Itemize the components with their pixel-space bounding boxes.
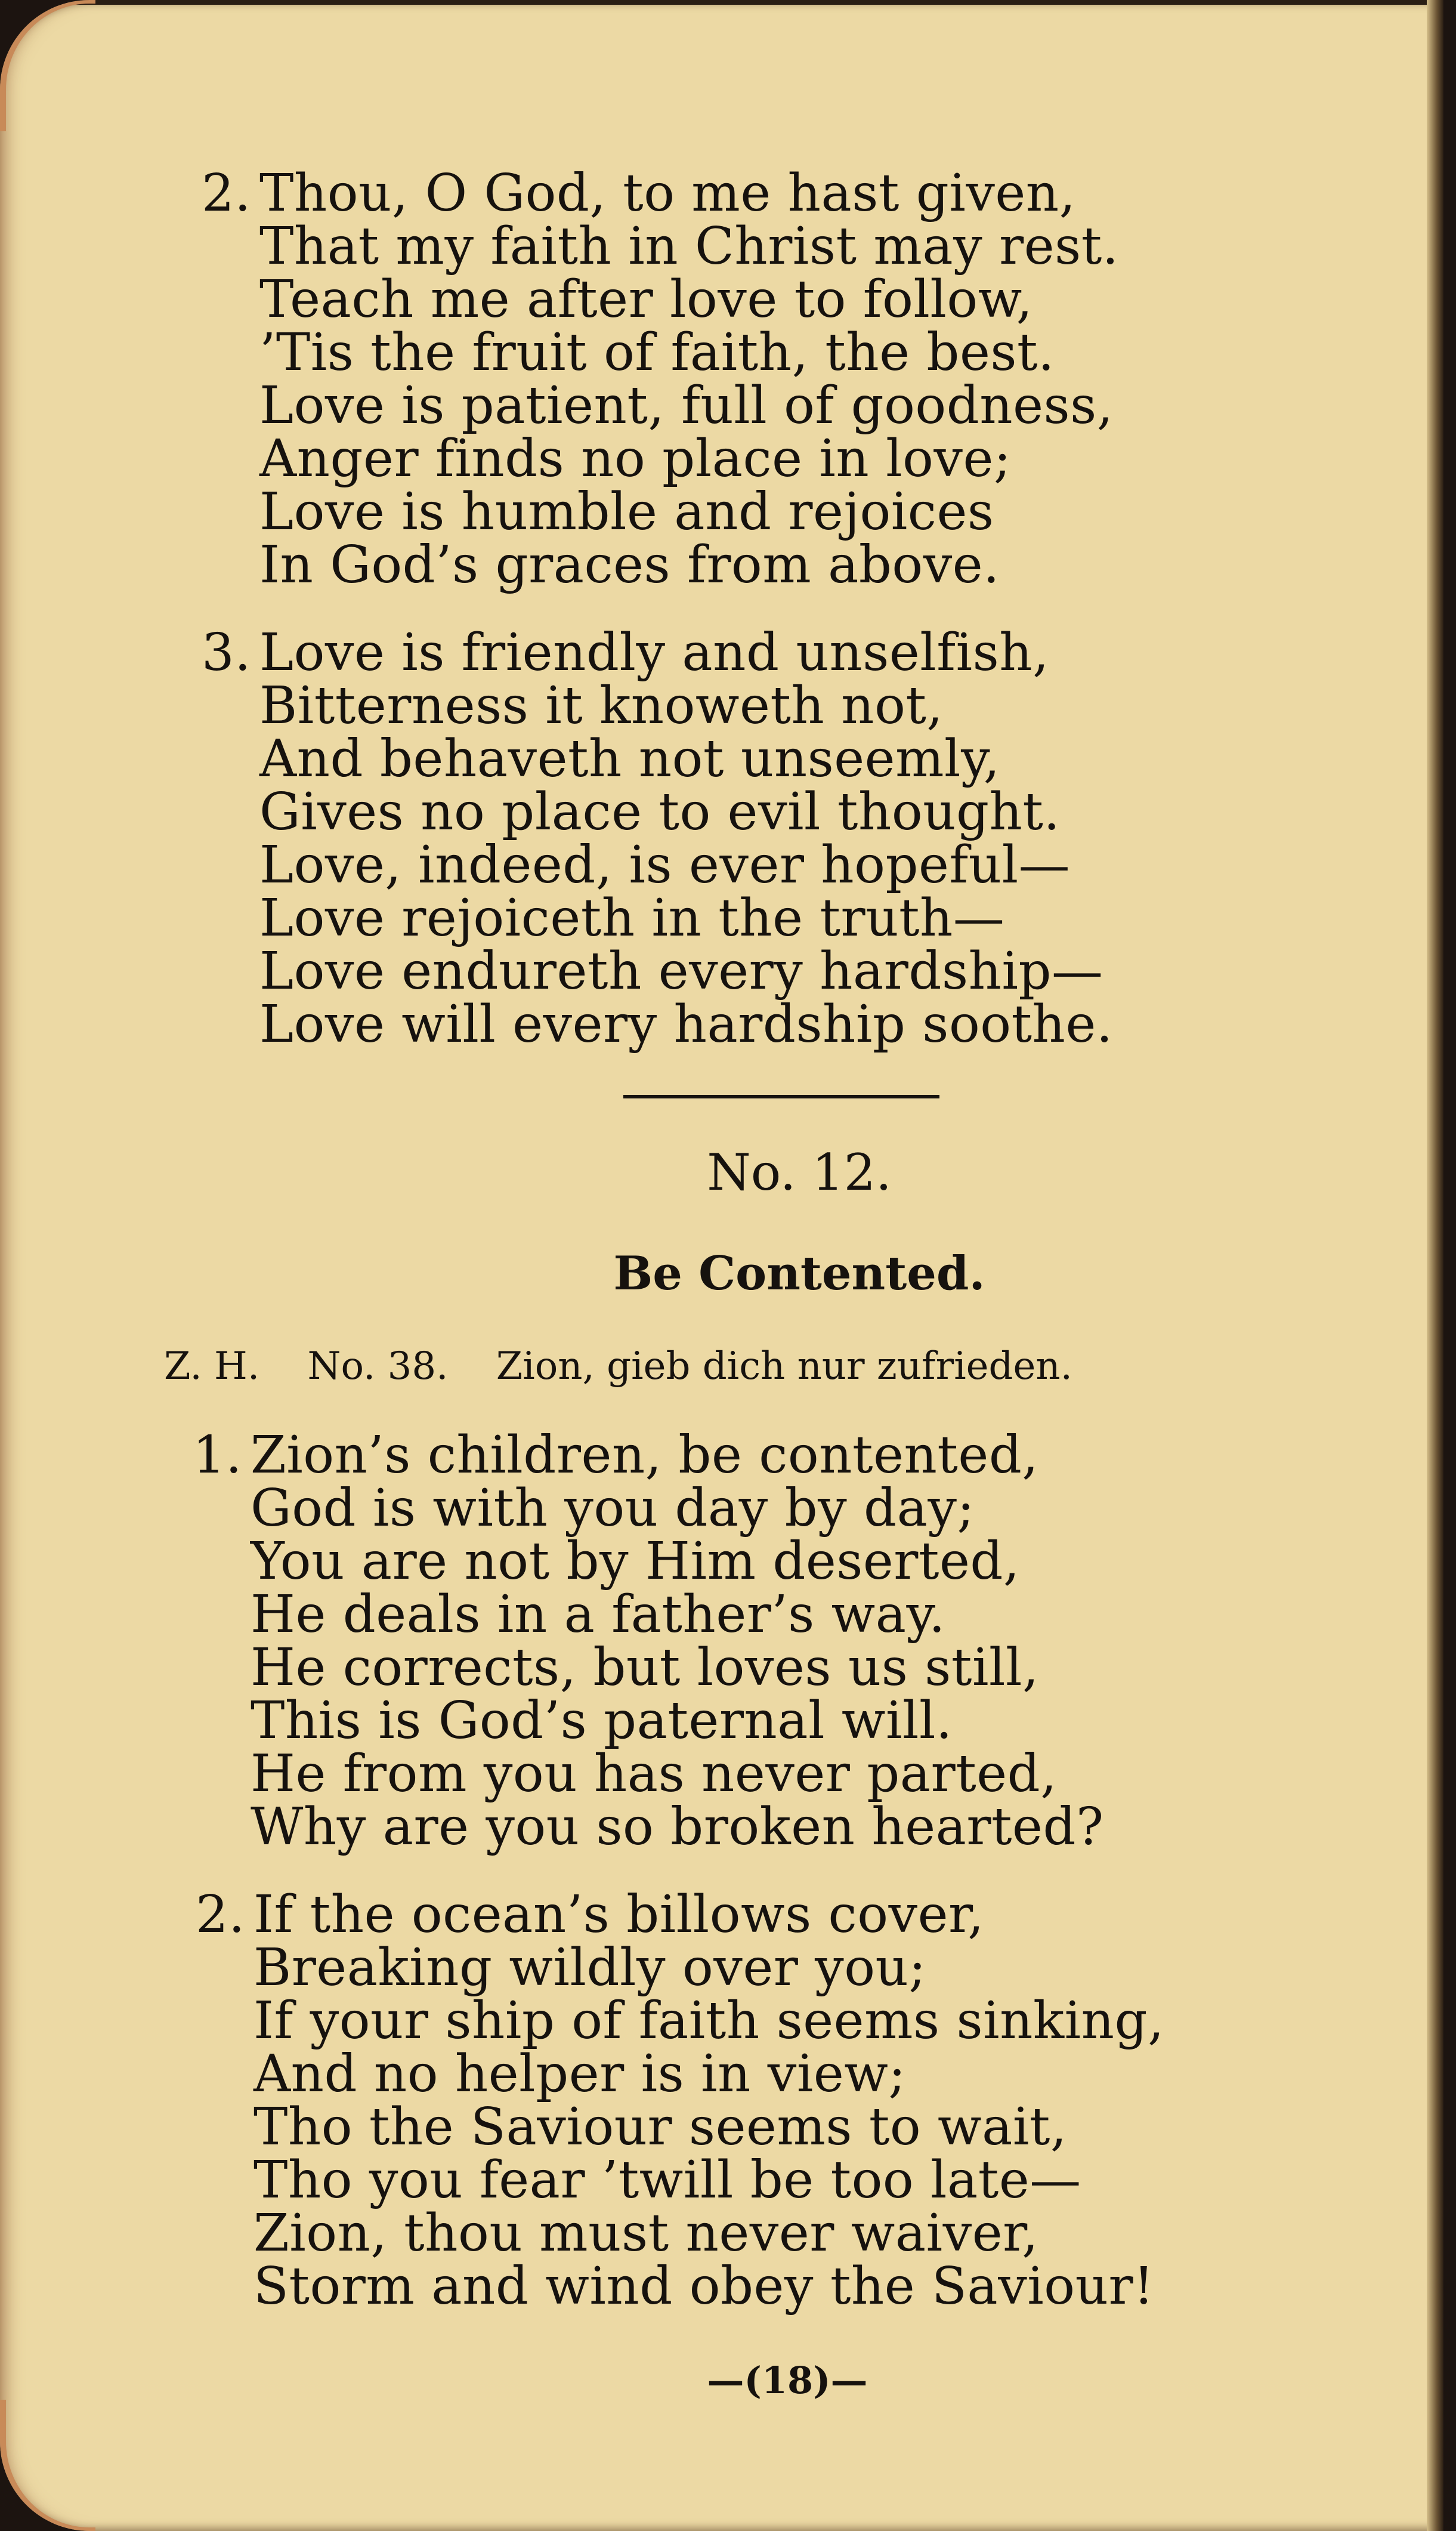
verse-number: 2. (195, 1885, 245, 1944)
reference-german-title: Zion, gieb dich nur zufrieden. (496, 1344, 1072, 1388)
verse-line: This is God’s paternal will. (251, 1691, 953, 1751)
verse-line: Love is patient, full of goodness, (259, 376, 1114, 436)
verse-line: Breaking wildly over you; (254, 1938, 926, 1998)
verse-line: Love endureth every hardship— (259, 942, 1103, 1001)
verse-line: Love will every hardship soothe. (259, 995, 1113, 1054)
verse-number: 1. (192, 1425, 242, 1485)
verse-line: Love is humble and rejoices (259, 482, 994, 542)
verse-line: Zion’s children, be contented, (251, 1425, 1039, 1485)
verse-line: In God’s graces from above. (259, 535, 1000, 595)
verse-2-previous-hymn (201, 163, 1119, 595)
verse-3-previous-hymn (201, 623, 1113, 1054)
verse-line: He deals in a father’s way. (251, 1585, 946, 1644)
verse-line: If your ship of faith seems sinking, (254, 1991, 1164, 2051)
verse-line: Thou, O God, to me hast given, (259, 163, 1076, 223)
verse-number: 3. (201, 623, 251, 683)
verse-line: Storm and wind obey the Saviour! (254, 2257, 1155, 2316)
verse-line: Bitterness it knoweth not, (259, 676, 944, 736)
verse-line: Gives no place to evil thought. (259, 782, 1061, 842)
verse-line: Love, indeed, is ever hopeful— (259, 835, 1071, 895)
verse-line: ’Tis the fruit of faith, the best. (259, 323, 1055, 382)
page-corner-top-left (0, 0, 95, 131)
verse-line: That my faith in Christ may rest. (259, 217, 1119, 276)
verse-line: Teach me after love to follow, (259, 270, 1033, 329)
verse-line: Tho the Saviour seems to wait, (254, 2097, 1067, 2157)
verse-line: Love rejoiceth in the truth— (259, 888, 1005, 948)
reference-number: No. 38. (307, 1344, 449, 1388)
verse-line: Why are you so broken hearted? (251, 1797, 1104, 1857)
hymn-title: Be Contented. (613, 1246, 985, 1301)
verse-line: Anger finds no place in love; (259, 429, 1012, 489)
hymn-reference (164, 1342, 1072, 1390)
verse-line: And behaveth not unseemly, (259, 729, 1000, 789)
page-corner-bottom-left (0, 2400, 95, 2531)
hymn-verse-1 (192, 1425, 1104, 1857)
page-edge-top (72, 0, 1443, 5)
verse-line: Love is friendly and unselfish, (259, 623, 1049, 683)
hymn-number: No. 12. (707, 1143, 892, 1202)
page-number: —(18)— (707, 2359, 868, 2402)
section-divider (623, 1095, 939, 1098)
verse-line: Zion, thou must never waiver, (254, 2203, 1039, 2263)
reference-book: Z. H. (164, 1344, 260, 1388)
verse-line: And no helper is in view; (254, 2044, 906, 2104)
verse-line: If the ocean’s billows cover, (254, 1885, 984, 1944)
verse-line: God is with you day by day; (251, 1479, 975, 1538)
verse-line: He from you has never parted, (251, 1744, 1058, 1804)
verse-line: You are not by Him deserted, (251, 1532, 1020, 1591)
verse-number: 2. (201, 163, 251, 223)
hymn-verse-2 (195, 1885, 1164, 2316)
verse-line: Tho you fear ’twill be too late— (254, 2150, 1081, 2210)
verse-line: He corrects, but loves us still, (251, 1638, 1039, 1697)
